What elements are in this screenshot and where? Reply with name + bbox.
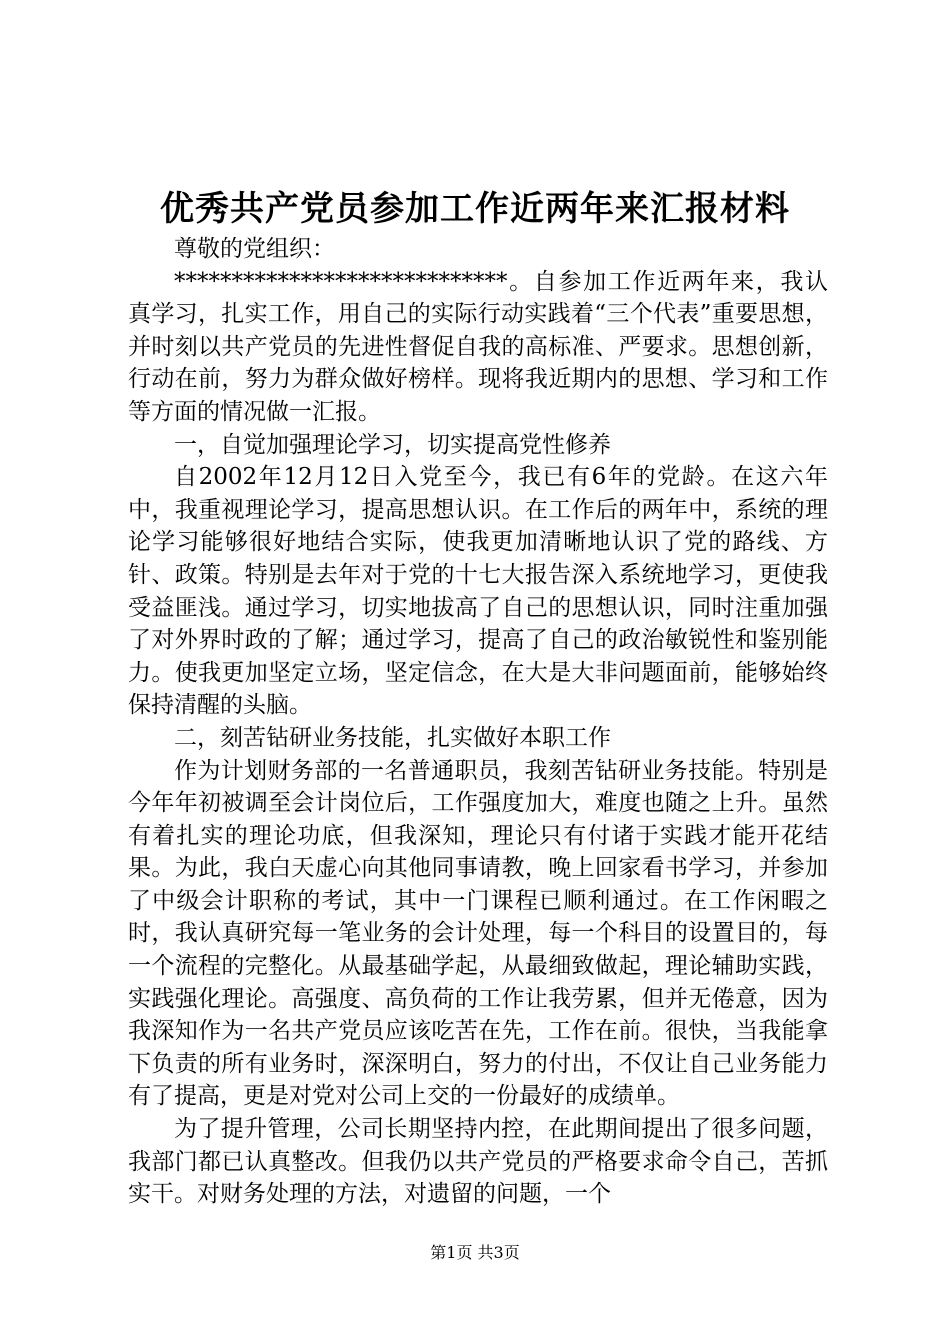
- section-2-paragraph: 作为计划财务部的一名普通职员，我刻苦钻研业务技能。特别是今年年初被调至会计岗位后，工作强度加大，难度也随之上升。虽然有着扎实的理论功底，但我深知，理论只有付诸于实践才能开花结果。为此，我白天虚心向其他同事请教，晚上回家看书学习，并参加了中级会计职称的考试，其中一门课程已顺利通过。在工作闲暇之时，我认真研究每一笔业务的会计处理，每一个科目的设置目的，每一个流程的完整化。从最基础学起，从最细致做起，理论辅助实践，实践强化理论。高强度、高负荷的工作让我劳累，但并无倦意，因为我深知作为一名共产党员应该吃苦在先，工作在前。很快，当我能拿下负责的所有业务时，深深明白，努力的付出，不仅让自己业务能力有了提高，更是对党对公司上交的一份最好的成绩单。: [128, 757, 828, 1110]
- section-1-paragraph: 自2002年12月12日入党至今，我已有6年的党龄。在这六年中，我重视理论学习，提高思想认识。在工作后的两年中，系统的理论学习能够很好地结合实际，使我更加清晰地认识了党的路线、方针、政策。特别是去年对于党的十七大报告深入系统地学习，更使我受益匪浅。通过学习，切实地拔高了自己的思想认识，同时注重加强了对外界时政的了解；通过学习，提高了自己的政治敏锐性和鉴别能力。使我更加坚定立场，坚定信念，在大是大非问题面前，能够始终保持清醒的头脑。: [128, 464, 828, 719]
- document-body: [128, 233, 828, 1211]
- salutation: 尊敬的党组织：: [174, 236, 335, 262]
- section-2-paragraph-continued: 为了提升管理，公司长期坚持内控，在此期间提出了很多问题，我部门都已认真整改。但我仍以共产党员的严格要求命令自己，苦抓实干。对财务处理的方法，对遗留的问题，一个: [128, 1116, 828, 1208]
- document-title: 优秀共产党员参加工作近两年来汇报材料: [160, 189, 790, 229]
- section-heading-1: 一，自觉加强理论学习，切实提高党性修养: [174, 431, 611, 458]
- section-heading-2: 二，刻苦钻研业务技能，扎实做好本职工作: [174, 724, 611, 751]
- page-footer: 第1页 共3页: [430, 1243, 520, 1262]
- intro-paragraph: *****************************。自参加工作近两年来，我认真学习，扎实工作，用自己的实际行动实践着“三个代表”重要思想，并时刻以共产党员的先进性督促自我的高标准、严要求。思想创新，行动在前，努力为群众做好榜样。现将我近期内的思想、学习和工作等方面的情况做一汇报。: [128, 268, 828, 425]
